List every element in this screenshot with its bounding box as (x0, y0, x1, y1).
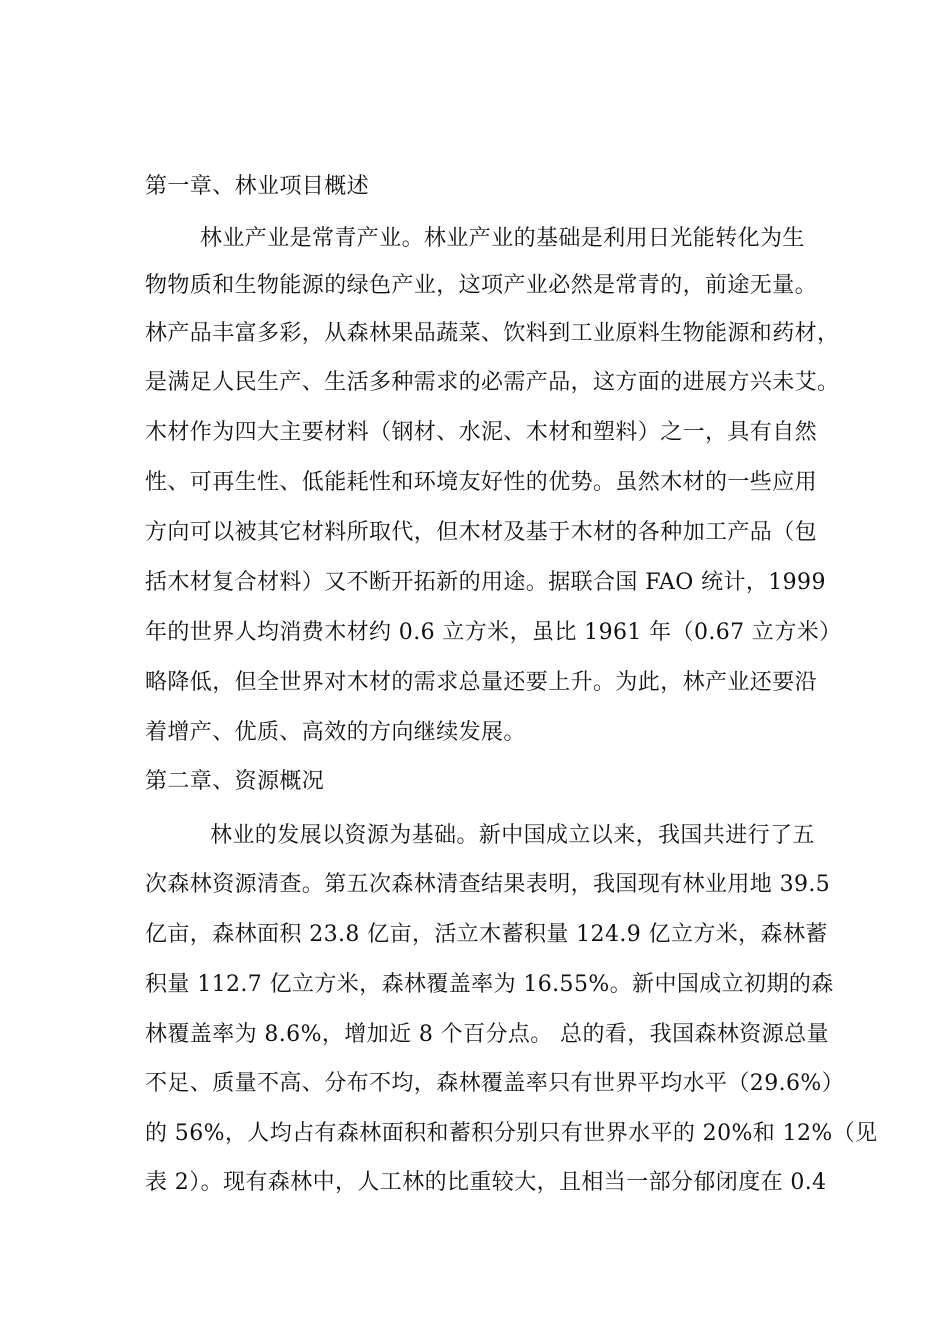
chapter2-paragraph-line: 表 2）。现有森林中，人工林的比重较大，且相当一部分郁闭度在 0.4 (145, 1170, 827, 1195)
chapter2-paragraph-line: 亿亩，森林面积 23.8 亿亩，活立木蓄积量 124.9 亿立方米，森林蓄 (145, 922, 828, 947)
chapter2-heading: 第二章、资源概况 (145, 769, 325, 794)
chapter2-paragraph-line: 不足、质量不高、分布不均，森林覆盖率只有世界平均水平（29.6%） (145, 1071, 845, 1096)
chapter2-paragraph-line: 的 56%，人均占有森林面积和蓄积分别只有世界水平的 20%和 12%（见 (145, 1121, 878, 1146)
chapter2-paragraph-line: 次森林资源清查。第五次森林清查结果表明，我国现有林业用地 39.5 (145, 872, 831, 897)
chapter1-paragraph-line: 性、可再生性、低能耗性和环境友好性的优势。虽然木材的一些应用 (145, 470, 818, 495)
chapter1-paragraph-line: 方向可以被其它材料所取代，但木材及基于木材的各种加工产品（包 (145, 520, 818, 545)
chapter1-paragraph-line: 林产品丰富多彩，从森林果品蔬菜、饮料到工业原料生物能源和药材， (145, 321, 840, 346)
chapter1-paragraph-line: 着增产、优质、高效的方向继续发展。 (145, 720, 526, 745)
chapter1-paragraph-line: 是满足人民生产、生活多种需求的必需产品，这方面的进展方兴未艾。 (145, 370, 840, 395)
chapter1-paragraph-line: 林业产业是常青产业。林业产业的基础是利用日光能转化为生 (200, 226, 805, 251)
chapter2-paragraph-line: 积量 112.7 亿立方米，森林覆盖率为 16.55%。新中国成立初期的森 (145, 972, 834, 997)
chapter1-paragraph-line: 括木材复合材料）又不断开拓新的用途。据联合国 FAO 统计，1999 (145, 570, 826, 595)
chapter1-paragraph-line: 木材作为四大主要材料（钢材、水泥、木材和塑料）之一，具有自然 (145, 420, 818, 445)
chapter1-paragraph-line: 略降低，但全世界对木材的需求总量还要上升。为此，林产业还要沿 (145, 670, 818, 695)
chapter2-paragraph-line: 林业的发展以资源为基础。新中国成立以来，我国共进行了五 (210, 823, 815, 848)
chapter1-paragraph-line: 年的世界人均消费木材约 0.6 立方米，虽比 1961 年（0.67 立方米） (145, 620, 842, 645)
chapter1-heading: 第一章、林业项目概述 (145, 174, 370, 199)
chapter1-paragraph-line: 物物质和生物能源的绿色产业，这项产业必然是常青的，前途无量。 (145, 273, 818, 298)
chapter2-paragraph-line: 林覆盖率为 8.6%，增加近 8 个百分点。 总的看，我国森林资源总量 (145, 1022, 829, 1047)
